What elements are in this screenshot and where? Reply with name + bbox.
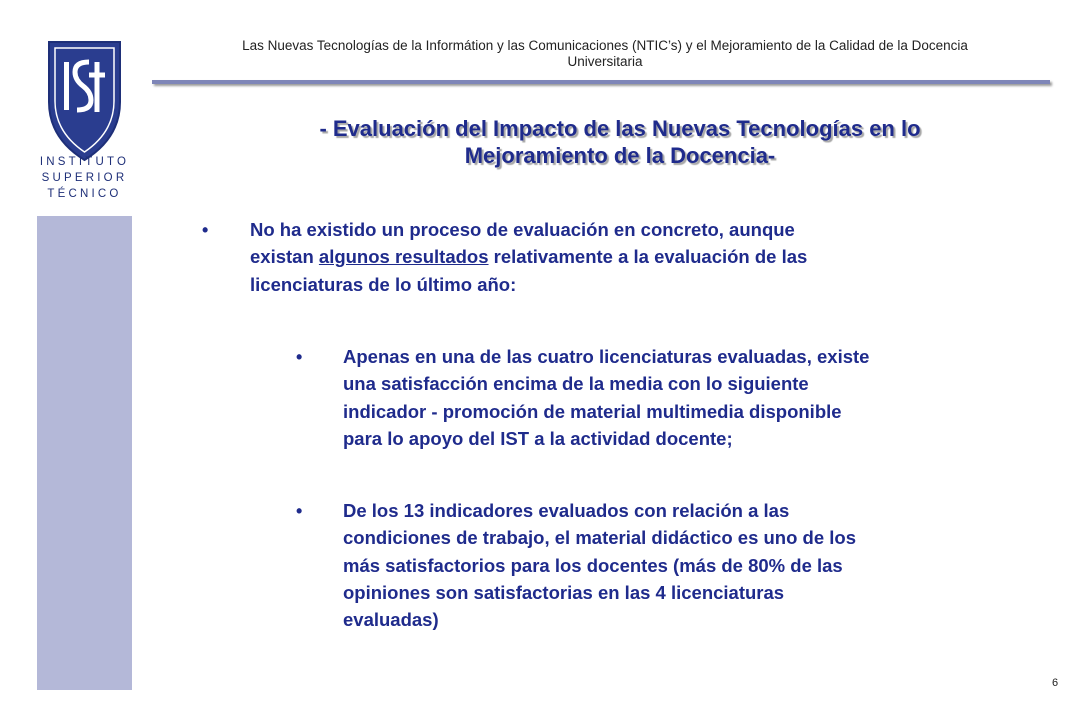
sub2-line: evaluadas) <box>343 609 439 631</box>
page-number: 6 <box>1052 677 1059 689</box>
sub1-line: Apenas en una de las cuatro licenciaturas evaluadas, existe <box>343 346 870 367</box>
sub1-line: indicador - promoción de material multimedia disponible <box>343 400 842 422</box>
header-divider <box>152 80 1050 84</box>
sub2-line: condiciones de trabajo, el material didáctico es uno de los <box>343 527 856 549</box>
sub-bullet-1-text <box>343 343 1043 452</box>
logo-text-line1: INSTITUTO <box>39 156 130 168</box>
main-line2 <box>250 243 1030 270</box>
sub1-line: para lo apoyo del IST a la actividad docente; <box>343 427 733 449</box>
sub2-line: De los 13 indicadores evaluados con relación a las <box>343 500 790 521</box>
bullet-marker: • <box>202 220 209 240</box>
bullet-marker: • <box>296 347 303 367</box>
header-line1: Las Nuevas Tecnologías de la Informátion y las Comunicaciones (NTIC’s) y el Mejoramiento de la Calidad de la Docencia <box>242 38 968 53</box>
shield-icon <box>47 40 122 162</box>
title-line1: - Evaluación del Impacto de las Nuevas Tecnologías en lo <box>319 116 921 141</box>
logo-text-line3: TÉCNICO <box>47 188 122 200</box>
logo-text-line2: SUPERIOR <box>41 172 128 184</box>
ist-logo <box>37 16 132 216</box>
sub1-line: una satisfacción encima de la media con lo siguiente <box>343 373 809 395</box>
main-line2-pre: existan <box>250 246 319 268</box>
main-line1: No ha existido un proceso de evaluación en concreto, aunque <box>250 219 795 240</box>
bullet-marker: • <box>296 501 303 521</box>
header-text <box>150 38 1060 70</box>
main-line2-post: relativamente a la evaluación de las <box>488 246 808 268</box>
main-bullet-text <box>250 216 1030 298</box>
slide-title <box>240 115 1000 169</box>
header-line2: Universitaria <box>567 54 643 69</box>
sub2-line: más satisfactorios para los docentes (más de 80% de las <box>343 554 843 576</box>
title-line2: Mejoramiento de la Docencia- <box>464 143 776 168</box>
sub-bullet-2-text <box>343 497 1043 633</box>
sub2-line: opiniones son satisfactorias en las 4 licenciaturas <box>343 581 785 603</box>
main-line3: licenciaturas de lo último año: <box>250 273 517 295</box>
underlined-phrase: algunos resultados <box>318 246 489 268</box>
